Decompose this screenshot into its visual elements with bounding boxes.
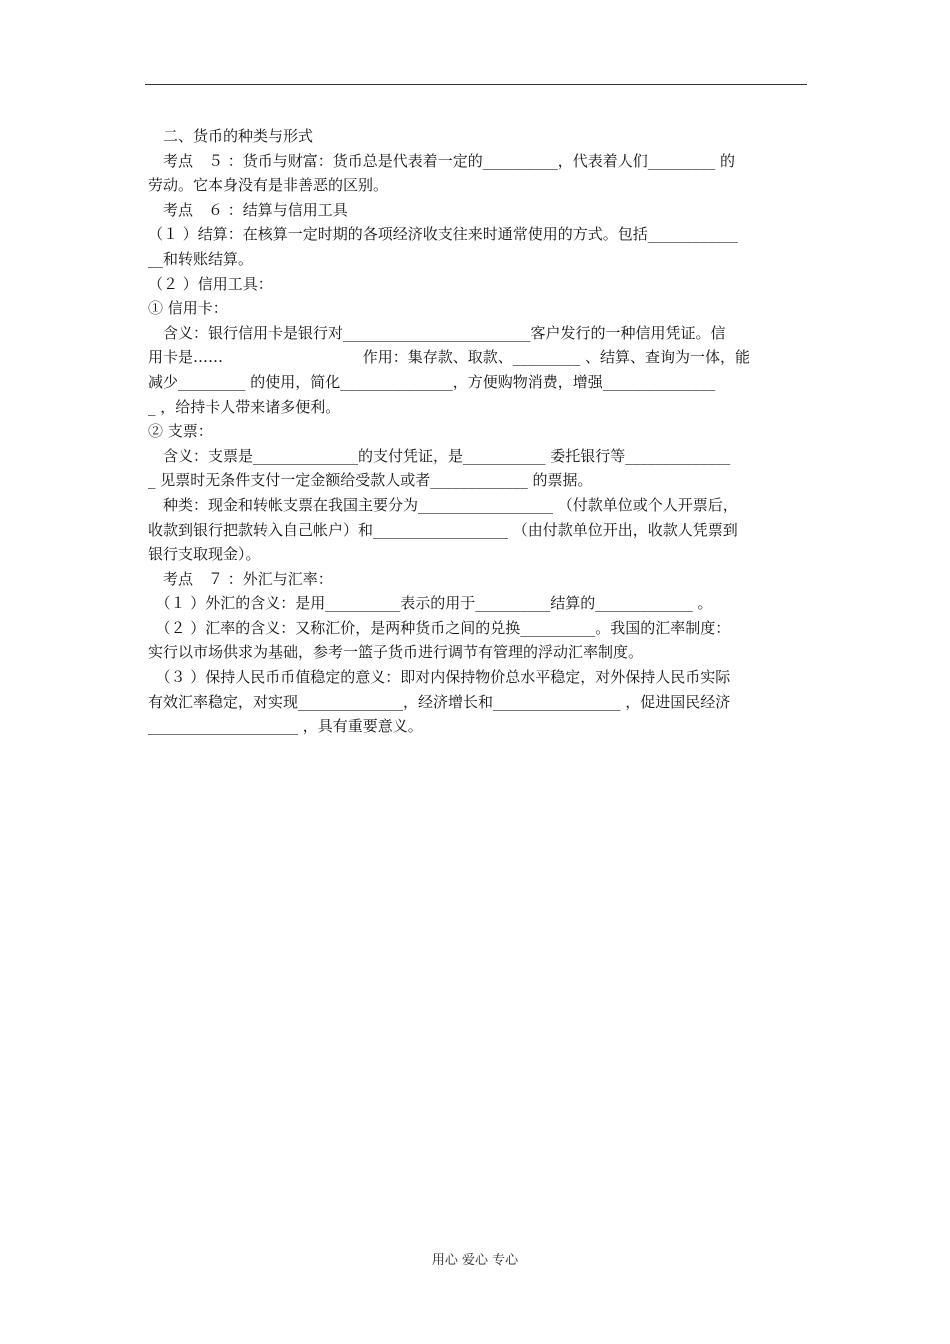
text-line: （３ ）保持人民币币值稳定的意义：即对内保持物价总水平稳定，对外保持人民币实际 [148,668,731,687]
topic-heading: 考点 ６ ：结算与信用工具 [148,200,348,219]
text-line: ② 支票： [148,422,213,441]
document-body [148,124,804,739]
text-line: 考点 ５ ：货币与财富：货币总是代表着一定的__________，代表着人们_________ 的 [148,151,736,170]
text-line: _ ，给持卡人带来诸多便利。 [148,397,341,416]
page-footer: 用心 爱心 专心 [431,1253,519,1268]
text-line: _ 见票时无条件支付一定金额给受款人或者_____________ 的票据。 [148,471,593,490]
text-line: __和转账结算。 [148,249,254,268]
text-line: 银行支取现金）。 [148,545,261,564]
text-line: （１ ）结算：在核算一定时期的各项经济收支往来时通常使用的方式。包括____________ [148,225,738,244]
text-line: 种类：现金和转帐支票在我国主要分为__________________ （付款单位或个人开票后， [148,495,738,514]
text-line: （２ ）信用工具： [148,274,273,293]
text-line: 劳动。它本身没有是非善恶的区别。 [148,176,389,195]
text-line: 含义：银行信用卡是银行对_________________________客户发行的一种信用凭证。信 [148,323,726,342]
section-heading: 二、货币的种类与形式 [148,127,314,145]
text-line: ____________________ ，具有重要意义。 [148,717,423,736]
text-line: （１ ）外汇的含义：是用__________表示的用于__________结算的_____________ 。 [148,594,713,613]
header-rule [145,84,807,85]
text-line: ① 信用卡： [148,299,228,318]
text-line: （２ ）汇率的含义：又称汇价，是两种货币之间的兑换__________。我国的汇率制度： [148,618,731,637]
text-line: 用卡是…… 作用：集存款、取款、_________ 、结算、查询为一体，能 [148,348,751,367]
topic-heading: 考点 ７ ：外汇与汇率： [148,569,333,588]
text-line: 实行以市场供求为基础，参考一篮子货币进行调节有管理的浮动汇率制度。 [148,643,644,662]
text-line: 收款到银行把款转入自己帐户）和__________________ （由付款单位开出，收款人凭票到 [148,520,738,539]
text-line: 有效汇率稳定，对实现______________，经济增长和_________________ ，促进国民经济 [148,692,731,711]
text-line: 减少_________ 的使用，简化_______________，方便购物消费，增强_______________ [148,372,716,391]
text-line: 含义：支票是______________的支付凭证，是___________ 委托银行等______________ [148,446,731,465]
